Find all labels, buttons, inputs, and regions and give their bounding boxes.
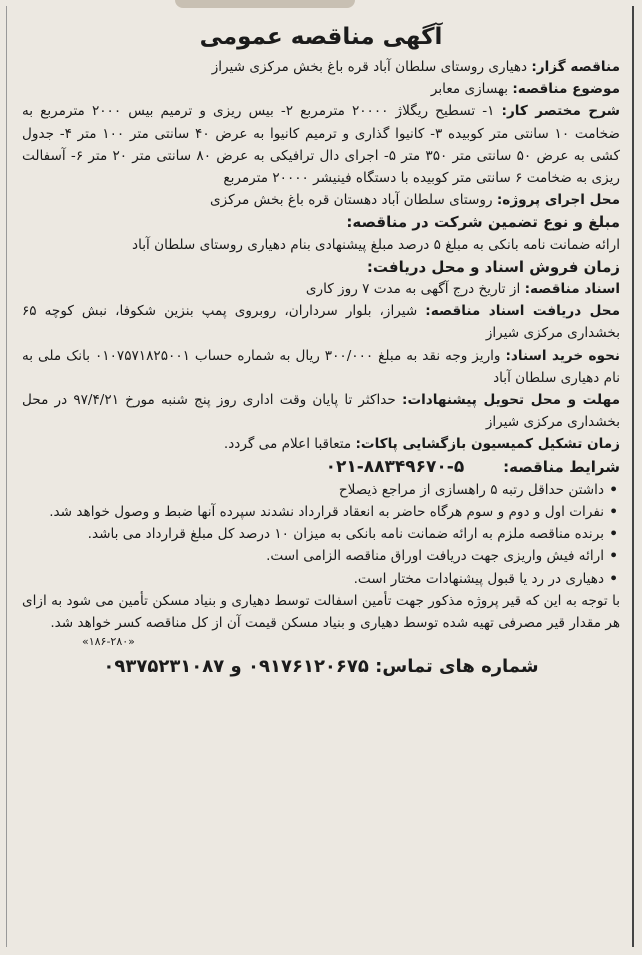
sale-heading: زمان فروش اسناد و محل دریافت: bbox=[366, 257, 620, 276]
organizer-value: دهیاری روستای سلطان آباد قره باغ بخش مرکزی شیراز bbox=[211, 59, 528, 75]
contact-joiner: و bbox=[230, 656, 242, 678]
list-item: • نفرات اول و دوم و سوم هرگاه حاضر به انعقاد قرارداد نشدند سپرده آنها ضبط و وصول خواهد شد. bbox=[22, 501, 620, 523]
conditions-heading: شرایط مناقصه: bbox=[503, 457, 620, 476]
guarantee-value: ارائه ضمانت نامه بانکی به مبلغ ۵ درصد مبلغ پیشنهادی بنام دهیاری روستای سلطان آباد bbox=[132, 236, 620, 253]
purchase-row bbox=[22, 345, 620, 389]
list-item: • دهیاری در رد یا قبول پیشنهادات مختار است. bbox=[22, 568, 620, 590]
list-item: • داشتن حداقل رتبه ۵ راهسازی از مراجع ذیصلاح bbox=[22, 479, 620, 501]
deadline-value: حداکثر تا پایان وقت اداری روز پنج شنبه مورخ ۹۷/۴/۲۱ در محل بخشداری مرکزی شیراز bbox=[22, 392, 620, 431]
commission-value: متعاقبا اعلام می گردد. bbox=[223, 436, 352, 453]
tender-advertisement bbox=[14, 14, 626, 944]
receive-label: محل دریافت اسناد مناقصه: bbox=[425, 303, 620, 320]
receive-value: شیراز، بلوار سرداران، روبروی پمپ بنزین شکوفا، نبش کوچه ۶۵ بخشداری مرکزی شیراز bbox=[22, 303, 620, 342]
commission-label: زمان تشکیل کمیسیون بازگشایی پاکات: bbox=[355, 436, 620, 453]
deadline-row bbox=[22, 389, 620, 433]
contact-label: شماره های تماس: bbox=[375, 656, 539, 678]
contact-phone-1: ۰۹۱۷۶۱۲۰۶۷۵ bbox=[248, 656, 369, 678]
purchase-value: واریز وجه نقد به مبلغ ۳۰۰/۰۰۰ ریال به شماره حساب ۰۱۰۷۵۷۱۸۲۵۰۰۱ بانک ملی به نام دهیاری سلطان آباد bbox=[22, 347, 620, 386]
location-row bbox=[22, 189, 620, 211]
contact-row bbox=[22, 652, 620, 682]
description-value: ۱- تسطیح ریگلاژ ۲۰۰۰۰ مترمربع ۲- بیس ریزی و ترمیم بیس ۲۰۰۰ مترمربع به ضخامت ۱۰ سانتی متر کوبیده ۳- کانیوا گذاری و ترمیم کانیوا به عرض ۴۰ سانتی متر ۱۰۰ متر ۴- جدول کشی به عرض ۵۰ سانتی متر ۳۵۰ متر ۵- اجرای دال ترافیکی به عرض ۸۰ سانتی متر ۲۰ متر ۶- آسفالت ریزی به ضخامت ۶ سانتی متر کوبیده با دستگاه فینیشر ۲۰۰۰۰ مترمربع bbox=[22, 103, 620, 187]
phone-watermark: ۰۲۱-۸۸۳۴۹۶۷۰-۵ bbox=[325, 456, 465, 477]
purchase-label: نحوه خرید اسناد: bbox=[505, 347, 621, 364]
receive-row bbox=[22, 300, 620, 344]
subject-value: بهسازی معابر bbox=[430, 81, 508, 98]
conditions-list bbox=[22, 479, 620, 590]
location-value: روستای سلطان آباد دهستان قره باغ بخش مرکزی bbox=[209, 192, 493, 209]
list-item: • برنده مناقصه ملزم به ارائه ضمانت نامه بانکی به میزان ۱۰ درصد کل مبلغ قرارداد می باشد. bbox=[22, 523, 620, 545]
list-item: • ارائه فیش واریزی جهت دریافت اوراق مناقصه الزامی است. bbox=[22, 545, 620, 567]
note-paragraph: با توجه به این که قیر پروژه مذکور جهت تأمین اسفالت توسط دهیاری و بنیاد مسکن تأمین می شود به ازای هر مقدار قیر مصرفی تهیه شده توسط دهیاری و بنیاد مسکن قیمت آن از کل مناقصه کسر خواهد شد. bbox=[22, 592, 620, 632]
organizer-row bbox=[22, 56, 620, 78]
contact-phone-2: ۰۹۳۷۵۲۳۱۰۸۷ bbox=[103, 656, 225, 678]
subject-label: موضوع مناقصه: bbox=[512, 81, 620, 98]
docs-value: از تاریخ درج آگهی به مدت ۷ روز کاری bbox=[305, 281, 521, 298]
page-title: آگهی مناقصه عمومی bbox=[199, 24, 443, 50]
commission-row bbox=[22, 433, 620, 455]
docs-row bbox=[22, 278, 620, 300]
subject-row bbox=[22, 78, 620, 100]
description-label: شرح مختصر کار: bbox=[501, 103, 621, 120]
docs-label: اسناد مناقصه: bbox=[524, 281, 620, 298]
description-row bbox=[22, 100, 620, 189]
deadline-label: مهلت و محل تحویل پیشنهادات: bbox=[402, 392, 620, 409]
guarantee-heading: مبلغ و نوع تضمین شرکت در مناقصه: bbox=[346, 213, 620, 232]
ad-code: «۱۸۶-۲۸۰» bbox=[82, 635, 135, 649]
conditions-heading-row bbox=[22, 456, 620, 479]
organizer-label: مناقصه گزار: bbox=[531, 59, 620, 75]
location-label: محل اجرای پروژه: bbox=[496, 192, 620, 209]
